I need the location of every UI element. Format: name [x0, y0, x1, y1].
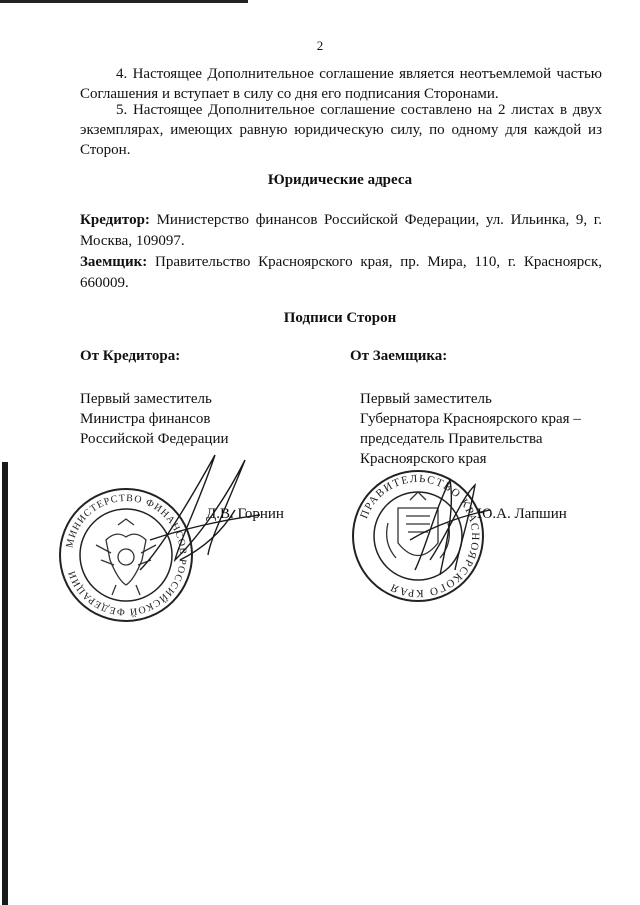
- borrower-handwritten-signature: [395, 470, 505, 590]
- creditor-label: Кредитор:: [80, 212, 150, 228]
- borrower-party-label: От Заемщика:: [350, 348, 448, 364]
- creditor-party-label: От Кредитора:: [80, 348, 181, 364]
- borrower-title-line: Губернатора Красноярского края –: [360, 411, 581, 427]
- paragraph-5-text: 5. Настоящее Дополнительное соглашение составлено на 2 листах в двух экземплярах, имеющих равную юридическую силу, по одному для каждой из Сторон.: [80, 102, 602, 158]
- creditor-signer-name: Д.В. Горнин: [206, 506, 284, 522]
- creditor-title-line: Российской Федерации: [80, 431, 229, 447]
- svg-text:ПРАВИТЕЛЬСТВО КРАСНОЯРСКОГО КР: ПРАВИТЕЛЬСТВО КРАСНОЯРСКОГО КРАЯ: [358, 472, 482, 600]
- borrower-title-line: председатель Правительства: [360, 431, 543, 447]
- paragraph-4-text: 4. Настоящее Дополнительное соглашение является неотъемлемой частью Соглашения и вступает в силу со дня его подписания Сторонами.: [80, 66, 602, 102]
- creditor-address-text: Министерство финансов Российской Федерации, ул. Ильинка, 9, г. Москва, 109097.: [80, 212, 603, 249]
- borrower-address-text: Правительство Красноярского края, пр. Мира, 110, г. Красноярск, 660009.: [80, 254, 603, 291]
- paragraph-5: [80, 100, 602, 160]
- borrower-title-line: Красноярского края: [360, 451, 487, 467]
- svg-text:МИНИСТЕРСТВО ФИНАНСОВ РОССИЙСК: МИНИСТЕРСТВО ФИНАНСОВ РОССИЙСКОЙ ФЕДЕРАЦИИ: [64, 492, 189, 618]
- borrower-signer-name: Ю.А. Лапшин: [477, 506, 567, 522]
- page-number: 2: [316, 38, 324, 53]
- borrower-address: [80, 252, 602, 294]
- creditor-title-line: Первый заместитель: [80, 391, 212, 407]
- creditor-address: [80, 210, 602, 252]
- paragraph-4: [80, 64, 602, 104]
- borrower-signer-title: [360, 389, 581, 469]
- borrower-label: Заемщик:: [80, 254, 148, 270]
- borrower-title-line: Первый заместитель: [360, 391, 492, 407]
- creditor-title-line: Министра финансов: [80, 411, 211, 427]
- top-rule: [0, 0, 248, 3]
- scan-edge-mark: [2, 462, 8, 905]
- signatures-heading: Подписи Сторон: [283, 310, 397, 326]
- addresses-heading: Юридические адреса: [267, 172, 413, 188]
